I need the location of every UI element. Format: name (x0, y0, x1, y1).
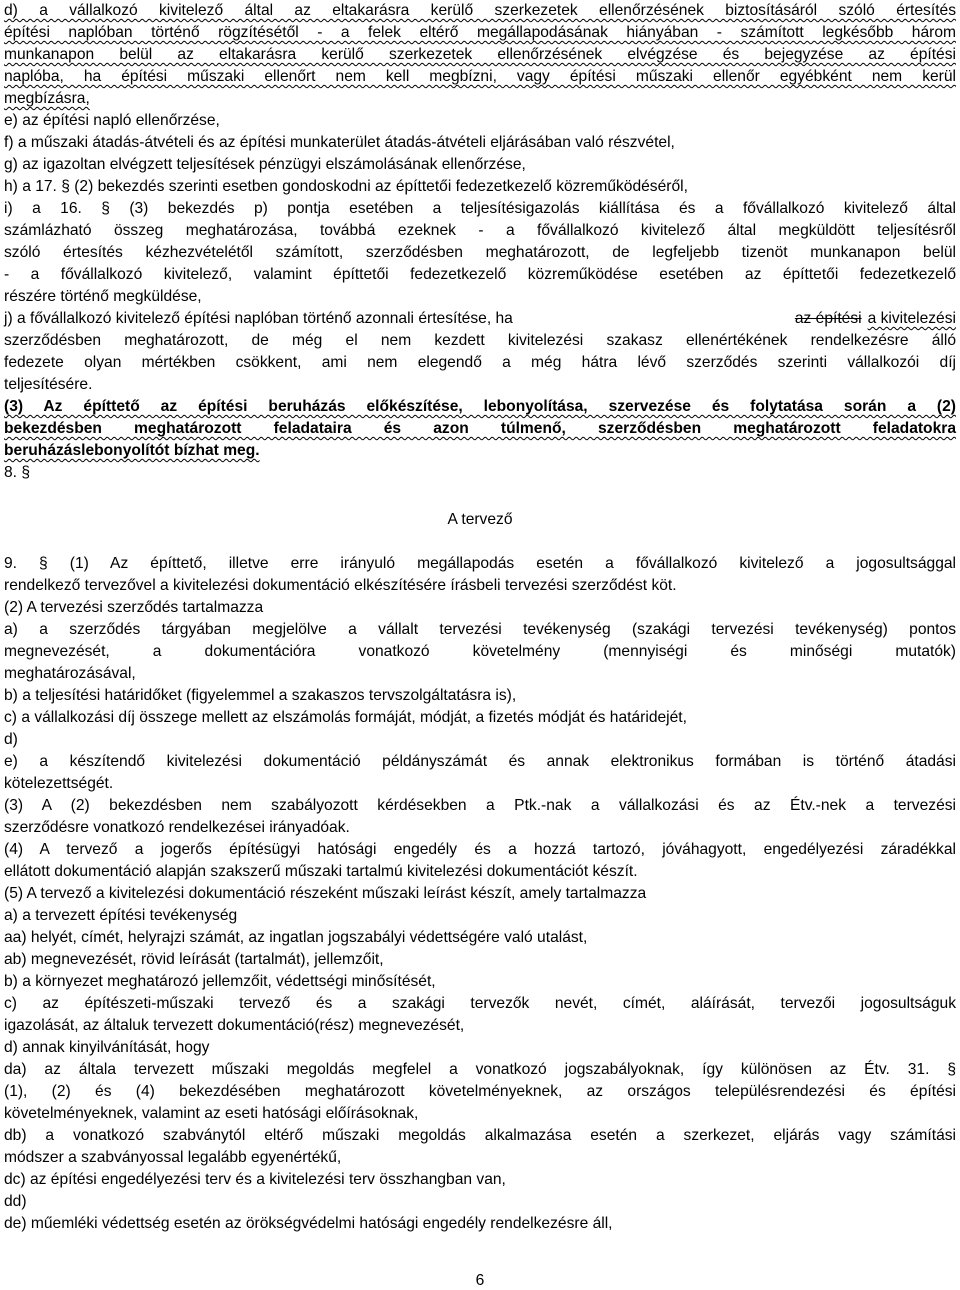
text-segment: j) a fővállalkozó kivitelező építési naplóban történő azonnali értesítése, ha (4, 310, 513, 327)
text-line: (1), (2) és (4) bekezdésében meghatározott követelményeknek, az országos településrendezési és építési (4, 1083, 956, 1100)
text-line: c) az építészeti-műszaki tervező és a szakági tervezők nevét, címét, aláírását, tervezői jogosultságuk (4, 995, 956, 1012)
text-line: meghatározásával, (4, 665, 136, 682)
text-line: ab) megnevezését, rövid leírását (tartalmát), jellemzőit, (4, 951, 384, 968)
text-line: részére történő megküldése, (4, 288, 202, 305)
text-line: aa) helyét, címét, helyrajzi számát, az ingatlan jogszabályi védettségére való utalást, (4, 929, 588, 946)
text-line: db) a vonatkozó szabványtól eltérő műszaki megoldás alkalmazása esetén a szerkezet, eljárás vagy számítási (4, 1127, 956, 1144)
text-line: számlázható összeg meghatározása, továbbá ezeknek - a fővállalkozó kivitelező által megküldött teljesítésről (4, 222, 956, 239)
section-number: 8. § (4, 464, 31, 481)
text-line: h) a 17. § (2) bekezdés szerinti esetben gondoskodni az építtetői fedezetkezelő közreműködéséről, (4, 178, 688, 195)
text-line: módszer a szabványossal legalább egyenértékű, (4, 1149, 342, 1166)
text-line: i) a 16. § (3) bekezdés p) pontja esetében a teljesítésigazolás kiállítása és a fővállalkozó kivitelező által (4, 200, 956, 217)
amended-text-line: bekezdésben meghatározott feladataira és azon túlmenő, szerződésben meghatározott feladatokra (4, 420, 956, 437)
text-line: kötelezettségét. (4, 775, 114, 792)
text-line: g) az igazoltan elvégzett teljesítések pénzügyi elszámolásának ellenőrzése, (4, 156, 526, 173)
text-line: megnevezését, a dokumentációra vonatkozó követelmény (mennyiségi és minőségi mutatók) (4, 643, 956, 660)
text-line: e) az építési napló ellenőrzése, (4, 112, 220, 129)
text-line-j (4, 308, 956, 330)
text-line: (3) A (2) bekezdésben nem szabályozott kérdésekben a Ptk.-nak a vállalkozási és az Étv.-nek a tervezési (4, 797, 956, 814)
text-line: - a fővállalkozó kivitelező, valamint építtetői fedezetkezelő közreműködése esetében az építtetői fedezetkezelő (4, 266, 956, 283)
inserted-text: a kivitelezési (867, 310, 956, 327)
deleted-text: az építési (794, 310, 862, 327)
text-line: igazolását, az általuk tervezett dokumentáció(rész) megnevezését, (4, 1017, 465, 1034)
text-line: szerződésre vonatkozó rendelkezései irányadóak. (4, 819, 350, 836)
text-line: de) műemléki védettség esetén az örökségvédelmi hatósági engedély rendelkezésre áll, (4, 1215, 613, 1232)
text-line: megbízásra, (4, 90, 90, 107)
text-line: munkanapon belül az eltakarásra kerülő szerkezetek ellenőrzésének elvégzése és bejegyzése az építési (4, 46, 956, 63)
struck-text (795, 308, 956, 330)
text-line: c) a vállalkozási díj összege mellett az elszámolás formáját, módját, a fizetés módját és határidejét, (4, 709, 687, 726)
text-line: teljesítésére. (4, 376, 93, 393)
text-line: építési naplóban történő rögzítésétől - a felek eltérő megállapodásának hiányában - számított legkésőbb három (4, 24, 956, 41)
text-line: ellátott dokumentáció alapján szakszerű műszaki tartalmú kivitelezési dokumentációt készít. (4, 863, 638, 880)
text-line: 9. § (1) Az építtető, illetve erre irányuló megállapodás esetén a fővállalkozó kivitelező a jogosultsággal (4, 555, 956, 572)
text-line: a) a szerződés tárgyában megjelölve a vállalt tervezési tevékenység (szakági tervezési tevékenység) pontos (4, 621, 956, 638)
text-line: (2) A tervezési szerződés tartalmazza (4, 599, 264, 616)
text-line: szerződésben meghatározott, de még el nem kezdett kivitelezési szakasz ellenértékének rendelkezésre álló (4, 332, 956, 349)
text-line: e) a készítendő kivitelezési dokumentáció példányszámát és annak elektronikus formában is történő átadási (4, 753, 956, 770)
text-line: b) a teljesítési határidőket (figyelemmel a szakaszos tervszolgáltatásra is), (4, 687, 517, 704)
text-line: követelményeknek, valamint az eseti hatósági előírásoknak, (4, 1105, 419, 1122)
amended-text-line: beruházáslebonyolítót bízhat meg. (4, 442, 260, 459)
text-line: (4) A tervező a jogerős építésügyi hatósági engedély és a hozzá tartozó, jóváhagyott, engedélyezési záradékkal (4, 841, 956, 858)
text-line: a) a tervezett építési tevékenység (4, 907, 238, 924)
text-line: d) annak kinyilvánítását, hogy (4, 1039, 210, 1056)
section-heading: A tervező (447, 511, 513, 528)
text-line: szóló értesítés kézhezvételétől számított, szerződésben meghatározott, de legfeljebb tizenöt munkanapon belül (4, 244, 956, 261)
text-line: d) a vállalkozó kivitelező által az eltakarásra kerülő szerkezetek ellenőrzésének biztosításáról szóló értesítés (4, 2, 956, 19)
text-line: da) az általa tervezett műszaki megoldás megfelel a vonatkozó jogszabályoknak, így különösen az Étv. 31. § (4, 1061, 956, 1078)
text-line: f) a műszaki átadás-átvételi és az építési munkaterület átadás-átvételi eljárásában való részvétel, (4, 134, 675, 151)
page-number: 6 (475, 1272, 485, 1289)
amended-text-line: (3) Az építtető az építési beruházás előkészítése, lebonyolítása, szervezése és folytatása során a (2) (4, 398, 956, 415)
text-line: fedezete olyan mértékben csökkent, ami nem elegendő a még hátra lévő szerződés szerinti vállalkozói díj (4, 354, 956, 371)
text-line: rendelkező tervezővel a kivitelezési dokumentáció elkészítésére írásbeli tervezési szerződést köt. (4, 577, 677, 594)
text-line: dc) az építési engedélyezési terv és a kivitelezési terv összhangban van, (4, 1171, 506, 1188)
text-line: (5) A tervező a kivitelezési dokumentáció részeként műszaki leírást készít, amely tartalmazza (4, 885, 647, 902)
text-line: b) a környezet meghatározó jellemzőit, védettségi minősítését, (4, 973, 436, 990)
text-line: naplóba, ha építési műszaki ellenőrt nem kell megbízni, vagy építési műszaki ellenőr egyébként nem kerül (4, 68, 956, 85)
text-line: dd) (4, 1193, 27, 1210)
text-line: d) (4, 731, 18, 748)
